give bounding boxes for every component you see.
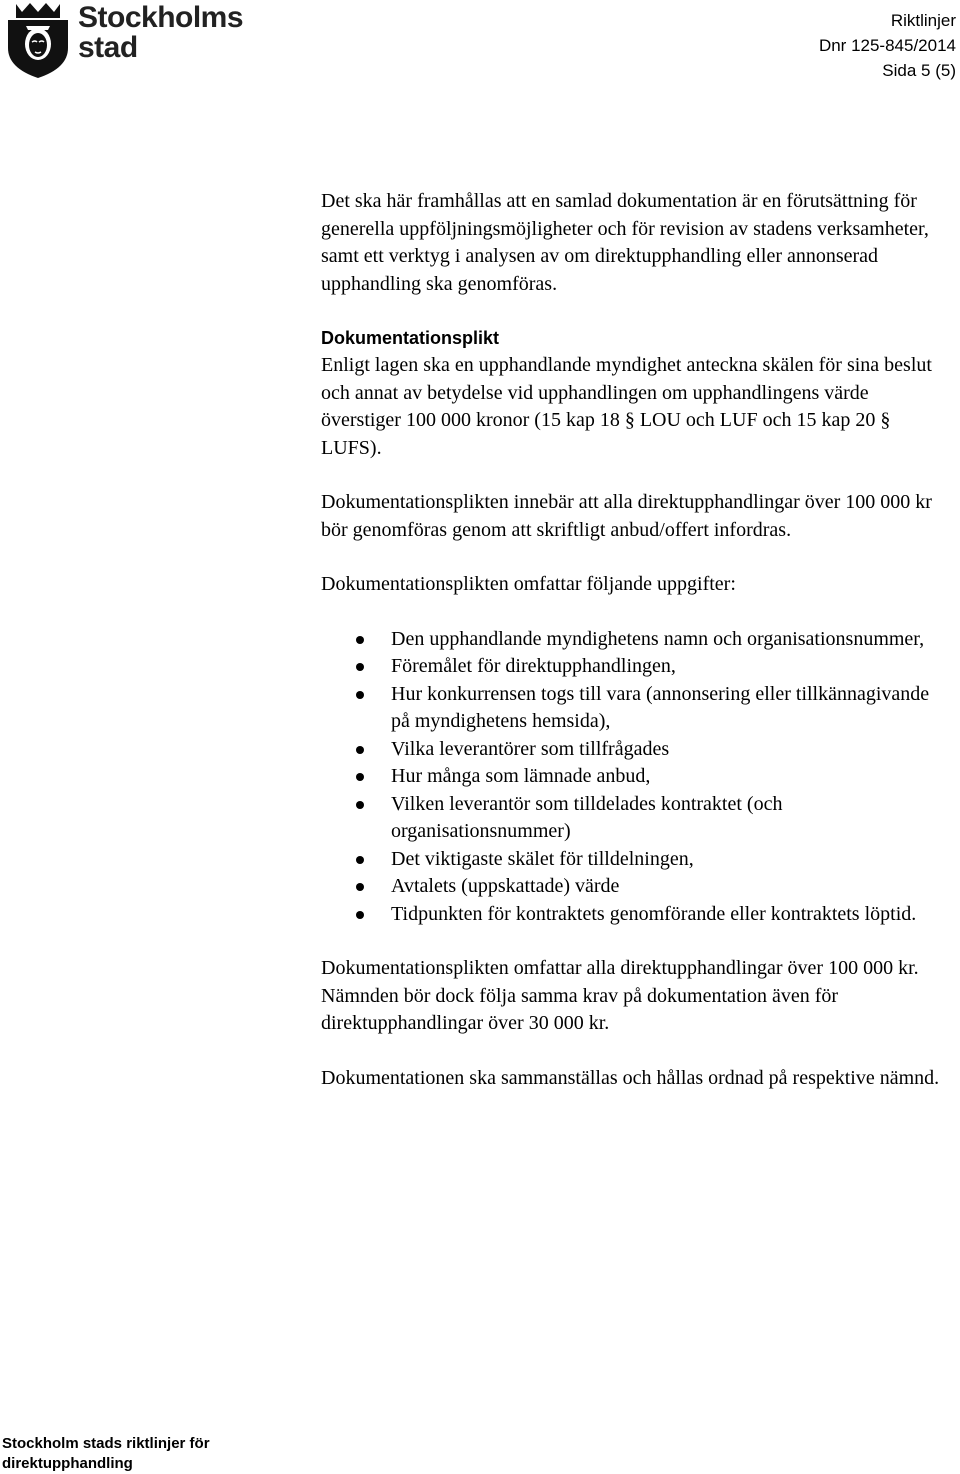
paragraph-text: LOU och LUF och 15 kap 20 (639, 409, 876, 431)
list-item (321, 873, 953, 901)
bullet-icon (356, 911, 364, 919)
document-number: Dnr 125-845/2014 (818, 36, 956, 55)
logo-wordmark (78, 3, 243, 63)
list-item-text: Föremålet för direktupphandlingen, (391, 655, 676, 677)
bullet-icon (356, 856, 364, 864)
logo-line-1: Stockholms (78, 1, 244, 34)
bullet-icon (356, 773, 364, 781)
bullet-icon (356, 746, 364, 754)
list-item-text: Den upphandlande myndighetens namn och organisationsnummer, (391, 627, 925, 650)
paragraph-scope: Dokumentationsplikten omfattar alla direktupphandlingar över 100 000 kr. Nämnden bör dock följa samma krav på dokumentation även för direktupphandlingar över 30 000 kr. (321, 957, 919, 1034)
list-item-text: Hur konkurrensen togs till vara (annonsering eller tillkännagivande på myndighetens hemsida), (391, 682, 930, 732)
document-body (321, 188, 953, 1092)
bullet-icon (356, 636, 364, 644)
list-item (321, 653, 953, 681)
city-crest-icon (2, 0, 74, 80)
paragraph-compilation: Dokumentationen ska sammanställas och hållas ordnad på respektive nämnd. (321, 1066, 940, 1089)
section-heading: Dokumentationsplikt (321, 328, 500, 348)
list-item (321, 901, 953, 929)
list-item-text: Tidpunkten för kontraktets genomförande eller kontraktets löptid. (391, 902, 917, 925)
logo-line-2: stad (78, 31, 138, 64)
list-item-text: Vilken leverantör som tilldelades kontraktet (och organisationsnummer) (391, 792, 783, 842)
paragraph-legal-requirement (321, 352, 953, 462)
paragraph-list-intro: Dokumentationsplikten omfattar följande uppgifter: (321, 573, 736, 595)
paragraph-text: LUFS). (321, 436, 382, 459)
bullet-icon (356, 691, 364, 699)
list-item-text: Hur många som lämnade anbud, (391, 765, 651, 787)
bullet-icon (356, 883, 364, 891)
list-item (321, 846, 953, 874)
list-item (321, 736, 953, 764)
footer-line-1: Stockholm stads riktlinjer för (2, 1435, 210, 1452)
list-item-text: Vilka leverantörer som tillfrågades (391, 737, 670, 760)
section-sign-icon: § (880, 409, 891, 431)
list-item (321, 791, 953, 846)
paragraph-obligation: Dokumentationsplikten innebär att alla direktupphandlingar över 100 000 kr bör genomföras genom att skriftligt anbud/offert infordras. (321, 491, 932, 541)
document-footer (2, 1434, 210, 1474)
list-item-text: Det viktigaste skälet för tilldelningen, (391, 847, 694, 870)
bullet-icon (356, 663, 364, 671)
document-header-info (819, 8, 956, 83)
list-item-text: Avtalets (uppskattade) värde (391, 875, 620, 897)
page-number: Sida 5 (5) (882, 61, 956, 80)
document-type: Riktlinjer (890, 11, 956, 30)
stockholms-stad-logo (2, 0, 244, 82)
list-item (321, 763, 953, 791)
list-item (321, 681, 953, 736)
bullet-icon (356, 801, 364, 809)
intro-paragraph: Det ska här framhållas att en samlad dokumentation är en förutsättning för generella uppföljningsmöjligheter och för revision av stadens verksamheter, samt ett verktyg i analysen av om direktupphandling eller annonserad upphandling ska genomföras. (321, 190, 929, 295)
list-item (321, 626, 953, 654)
paragraph-text: Enligt lagen ska en upphandlande myndighet anteckna skälen för sina beslut och annat av betydelse vid upphandlingen om upphandlingens värde överstiger 100 000 kronor (15 kap 18 (321, 354, 932, 431)
section-sign-icon: § (624, 409, 635, 431)
footer-line-2: direktupphandling (2, 1455, 133, 1472)
requirements-list (321, 626, 953, 929)
